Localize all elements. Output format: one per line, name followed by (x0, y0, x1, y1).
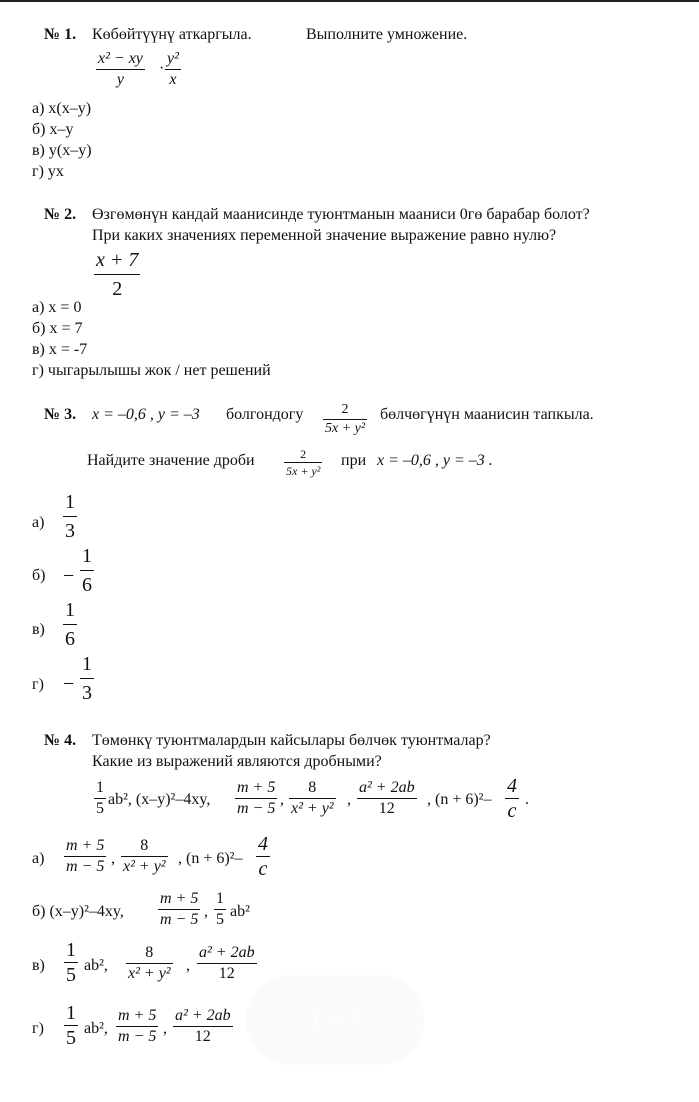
q4-option-g-frac-1-5: 1 5 (66, 1002, 76, 1049)
q4-option-a-frac-8: 8 x² + y² (123, 837, 166, 875)
q3-option-g-sign: − (63, 673, 75, 695)
q4-option-b-frac-1-5: 1 5 (216, 890, 224, 928)
q4-option-b-label: б) (x–y)²–4xy, (32, 903, 124, 920)
q4-option-a-label: а) (32, 850, 45, 867)
q4-option-a-text: , (n + 6)²– (178, 850, 243, 867)
q3-option-b-fraction: 1 6 (82, 545, 92, 596)
q1-fraction-1: x² − xy y (98, 50, 143, 88)
q2-option-b: б) x = 7 (32, 320, 83, 337)
q3-option-g-label: г) (32, 676, 44, 693)
q3-option-v-label: в) (32, 621, 45, 638)
q4-option-v-frac-1-5: 1 5 (66, 939, 76, 986)
q2-text-ru: При каких значениях переменной значение выражение равно нулю? (92, 227, 557, 244)
q4-option-b-frac-m: m + 5 m − 5 (160, 890, 199, 928)
q4-option-v-text: ab², (84, 957, 108, 974)
q4-option-b-comma: , (204, 903, 208, 920)
q4-expr-frac-a: a² + 2ab 12 (359, 779, 415, 817)
q4-option-a-frac-4c: 4 c (258, 833, 268, 880)
q4-option-g-label: г) (32, 1020, 44, 1037)
q4-option-g-text: ab², (84, 1020, 108, 1037)
q3-fraction-ru: 2 5x + y² (286, 447, 321, 478)
q3-option-b-label: б) (32, 567, 46, 584)
q4-option-g-comma: , (163, 1020, 167, 1037)
q3-text-ky-1: болгондогу (226, 406, 304, 423)
q4-option-v-comma: , (186, 957, 190, 974)
page-counter-badge: 1 из 3 (246, 975, 424, 1065)
q1-text-ru: Выполните умножение. (306, 26, 468, 43)
q3-option-a-fraction: 1 3 (65, 491, 75, 542)
q2-option-v: в) x = -7 (32, 341, 88, 358)
q4-option-b-text: ab² (230, 903, 250, 920)
q1-dot: · (159, 60, 165, 77)
q1-option-b: б) x–y (32, 121, 74, 138)
q4-option-v-label: в) (32, 957, 45, 974)
q3-condition: x = –0,6 , y = –3 (92, 406, 200, 423)
q1-option-g: г) yx (32, 163, 64, 180)
q4-expr-comma-2: , (280, 791, 284, 808)
q4-expr-period: . (525, 791, 529, 808)
q4-option-g-frac-m: m + 5 m − 5 (118, 1007, 157, 1045)
q1-option-a: а) x(x–y) (32, 100, 92, 117)
q4-option-v-frac-8: 8 x² + y² (128, 944, 171, 982)
q4-option-g-frac-a: a² + 2ab 12 (175, 1007, 231, 1045)
q4-option-a-comma: , (111, 850, 115, 867)
q4-text-ky: Төмөнкү туюнтмалардын кайсылары бөлчөк туюнтмалар? (92, 732, 491, 749)
q4-option-a-frac-m: m + 5 m − 5 (66, 837, 105, 875)
q4-option-v-frac-a: a² + 2ab 12 (199, 944, 255, 982)
top-border (0, 0, 699, 2)
q3-condition-ru: x = –0,6 , y = –3 . (377, 452, 493, 469)
q4-expr-frac-8: 8 x² + y² (291, 779, 334, 817)
q3-option-b-sign: − (63, 565, 75, 587)
q3-text-ru-2: при (341, 452, 367, 469)
q4-expr-frac-m: m + 5 m − 5 (237, 779, 276, 817)
q3-option-v-fraction: 1 6 (65, 599, 75, 650)
q1-text-ky: Көбөйтүүнү аткаргыла. (92, 26, 252, 43)
q2-text-ky: Өзгөмөнүн кандай маанисинде туюнтманын мааниси 0гө барабар болот? (92, 206, 590, 223)
q2-fraction: x + 7 2 (96, 249, 139, 300)
q4-expr-text-1: ab², (x–y)²–4xy, (108, 791, 211, 808)
q4-expr-text-4: , (n + 6)²– (427, 791, 492, 808)
q4-number: № 4. (44, 732, 77, 749)
q1-option-v: в) y(x–y) (32, 142, 92, 159)
q3-text-ky-2: бөлчөгүнүн маанисин тапкыла. (380, 406, 594, 423)
q4-expr-frac-1-5: 1 5 (96, 779, 104, 817)
q3-option-g-fraction: 1 3 (82, 653, 92, 704)
q4-expr-frac-4c: 4 c (507, 775, 517, 822)
q3-fraction-ky: 2 5x + y² (325, 402, 366, 436)
q4-expr-comma-3: , (347, 791, 351, 808)
q2-option-a: а) x = 0 (32, 299, 82, 316)
q1-fraction-2: y² x (167, 50, 179, 88)
q3-number: № 3. (44, 406, 77, 423)
q2-option-g: г) чыгарылышы жок / нет решений (32, 362, 271, 379)
q4-text-ru: Какие из выражений являются дробными? (92, 753, 382, 770)
q2-number: № 2. (44, 206, 77, 223)
q3-option-a-label: а) (32, 514, 45, 531)
q1-number: № 1. (44, 26, 77, 43)
q3-text-ru-1: Найдите значение дроби (87, 452, 255, 469)
